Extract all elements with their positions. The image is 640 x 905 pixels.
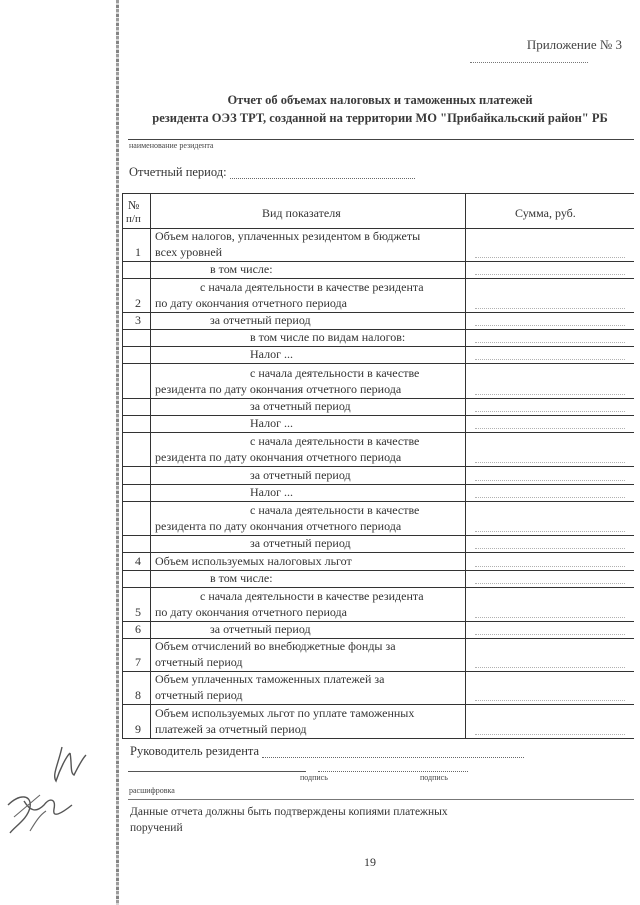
table-grid-line xyxy=(122,415,634,416)
table-grid-line xyxy=(122,738,634,739)
indicator-text: с начала деятельности в качестве резидента xyxy=(200,589,424,603)
sum-value-field xyxy=(475,428,625,429)
table-grid-line xyxy=(122,535,634,536)
row-number: 1 xyxy=(135,245,141,259)
sum-value-field xyxy=(475,617,625,618)
indicator-text: отчетный период xyxy=(155,688,243,702)
indicator-text: за отчетный период xyxy=(250,468,351,482)
signature-line-left xyxy=(128,771,306,772)
sum-value-field xyxy=(475,411,625,412)
indicator-text: резидента по дату окончания отчетного периода xyxy=(155,519,402,533)
indicator-text: Налог ... xyxy=(250,347,294,361)
resident-name-line xyxy=(128,139,634,140)
sum-value-field xyxy=(475,700,625,701)
sum-value-field xyxy=(475,394,625,395)
row-number: 3 xyxy=(135,313,141,327)
resident-caption: наименование резидента xyxy=(129,141,214,150)
indicator-text: с начала деятельности в качестве xyxy=(250,503,420,517)
sum-value-field xyxy=(475,566,625,567)
signature-decode-caption: расшифровка xyxy=(129,786,175,795)
sum-value-field xyxy=(475,583,625,584)
row-number: 7 xyxy=(135,655,141,669)
indicator-text: с начала деятельности в качестве xyxy=(250,434,420,448)
sum-value-field xyxy=(475,274,625,275)
table-grid-line xyxy=(122,363,634,364)
footnote-line1: Данные отчета должны быть подтверждены копиями платежных xyxy=(130,806,448,818)
row-number: 5 xyxy=(135,605,141,619)
table-grid-line xyxy=(122,466,634,467)
indicator-text: за отчетный период xyxy=(250,536,351,550)
signature-head-label: Руководитель резидента xyxy=(130,744,260,758)
sum-value-field xyxy=(475,308,625,309)
indicator-text: Налог ... xyxy=(250,485,294,499)
indicator-text: Объем отчислений во внебюджетные фонды за xyxy=(155,639,396,653)
indicator-text: всех уровней xyxy=(155,245,223,259)
table-grid-line xyxy=(122,621,634,622)
indicator-text: в том числе: xyxy=(210,571,273,585)
sum-value-field xyxy=(475,531,625,532)
indicator-text: по дату окончания отчетного периода xyxy=(155,605,347,619)
sum-value-field xyxy=(475,667,625,668)
indicator-text: отчетный период xyxy=(155,655,243,669)
table-grid-line xyxy=(122,193,634,194)
report-title-line2: резидента ОЭЗ ТРТ, созданной на территории МО "Прибайкальский район" РБ xyxy=(152,111,608,125)
row-number: 8 xyxy=(135,688,141,702)
indicator-text: в том числе по видам налогов: xyxy=(250,330,406,344)
sum-value-field xyxy=(475,462,625,463)
indicator-text: платежей за отчетный период xyxy=(155,722,307,736)
indicator-text: за отчетный период xyxy=(210,622,311,636)
table-grid-line xyxy=(122,570,634,571)
table-grid-line xyxy=(122,261,634,262)
indicator-text: Объем налогов, уплаченных резидентом в бюджеты xyxy=(155,229,421,243)
row-number: 4 xyxy=(135,554,141,568)
footnote-line2: поручений xyxy=(130,822,183,834)
report-title-line1: Отчет об объемах налоговых и таможенных платежей xyxy=(227,93,533,107)
row-number: 6 xyxy=(135,622,141,636)
table-grid-line xyxy=(122,398,634,399)
page-number: 19 xyxy=(364,855,376,869)
indicator-text: Налог ... xyxy=(250,416,294,430)
row-number: 9 xyxy=(135,722,141,736)
indicator-text: в том числе: xyxy=(210,262,273,276)
indicator-text: Объем используемых налоговых льгот xyxy=(155,554,352,568)
indicator-text: Объем используемых льгот по уплате таможенных xyxy=(155,706,415,720)
table-grid-line xyxy=(122,312,634,313)
indicator-text: за отчетный период xyxy=(210,313,311,327)
indicator-text: резидента по дату окончания отчетного периода xyxy=(155,450,402,464)
appendix-underline xyxy=(470,62,588,63)
indicator-text: по дату окончания отчетного периода xyxy=(155,296,347,310)
header-num-symbol: № xyxy=(128,198,140,212)
indicator-text: за отчетный период xyxy=(250,399,351,413)
header-num-label: п/п xyxy=(126,213,141,225)
indicator-text: Объем уплаченных таможенных платежей за xyxy=(155,672,385,686)
row-number: 2 xyxy=(135,296,141,310)
sum-value-field xyxy=(475,548,625,549)
signature-line-right xyxy=(318,771,468,772)
sum-value-field xyxy=(475,480,625,481)
table-grid-line xyxy=(122,484,634,485)
indicator-text: с начала деятельности в качестве резидента xyxy=(200,280,424,294)
sum-value-field xyxy=(475,497,625,498)
signature-name-caption: подпись xyxy=(420,773,448,782)
appendix-label: Приложение № 3 xyxy=(526,37,622,52)
table-grid-line xyxy=(122,346,634,347)
header-indicator: Вид показателя xyxy=(262,206,341,220)
indicator-text: резидента по дату окончания отчетного периода xyxy=(155,382,402,396)
sum-value-field xyxy=(475,734,625,735)
sum-value-field xyxy=(475,634,625,635)
signature-separator xyxy=(128,799,634,800)
header-sum: Сумма, руб. xyxy=(515,206,576,220)
sum-value-field xyxy=(475,325,625,326)
period-value-line xyxy=(230,178,415,179)
handwritten-signature-icon xyxy=(0,735,120,845)
sum-value-field xyxy=(475,359,625,360)
sum-value-field xyxy=(475,342,625,343)
signature-position-caption: подпись xyxy=(300,773,328,782)
period-label: Отчетный период: xyxy=(129,165,227,179)
sum-value-field xyxy=(475,257,625,258)
indicator-text: с начала деятельности в качестве xyxy=(250,366,420,380)
signature-head-line xyxy=(262,757,524,758)
